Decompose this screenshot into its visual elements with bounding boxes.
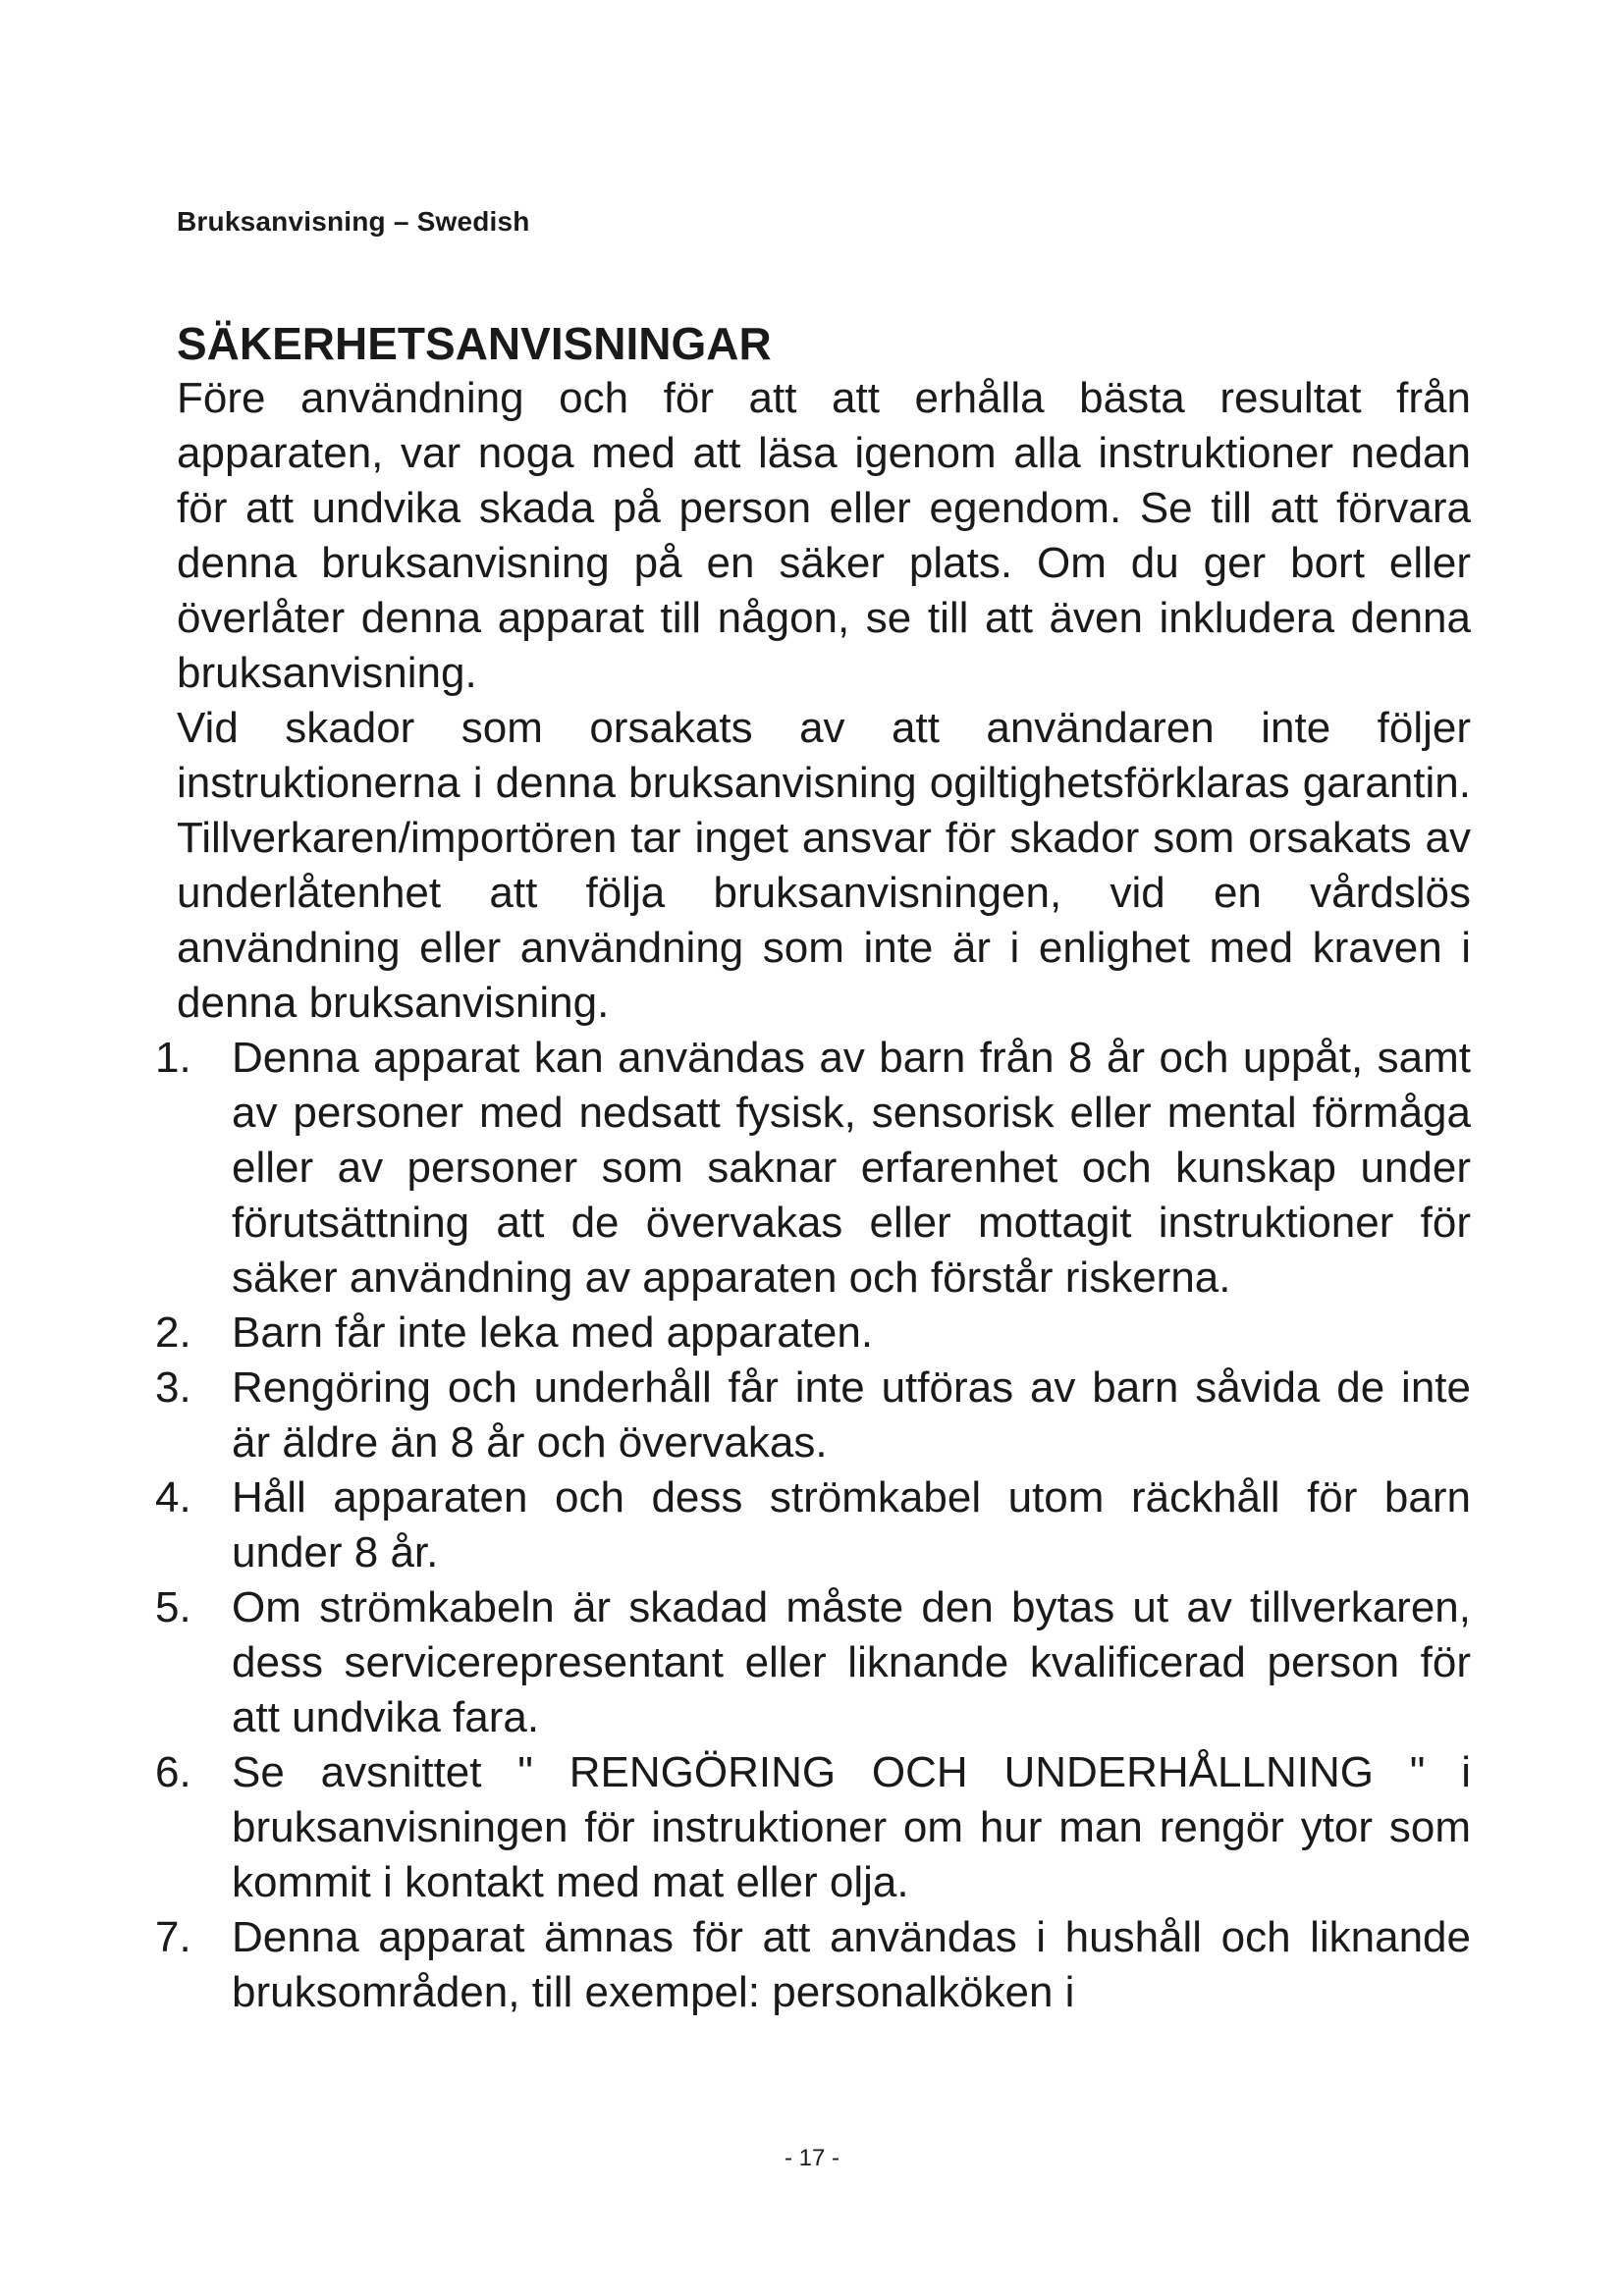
warranty-paragraph: Vid skador som orsakats av att användaren inte följer instruktionerna i denna bruksanvisning ogiltighetsförklaras garantin. Tillverkaren/importören tar inget ansvar för skador som orsakats av underlåtenhet att följa bruksanvisningen, vid en vårdslös användning eller användning som inte är i enlighet med kraven i denna bruksanvisning. bbox=[177, 704, 1471, 1027]
list-item-number: 7. bbox=[155, 1913, 191, 1961]
list-item-number: 5. bbox=[155, 1583, 191, 1631]
page-header: Bruksanvisning – Swedish bbox=[177, 206, 530, 237]
list-item-number: 6. bbox=[155, 1748, 191, 1796]
list-item bbox=[155, 1031, 1471, 1306]
list-item bbox=[155, 1580, 1471, 1745]
intro-paragraph: Före användning och för att att erhålla bästa resultat från apparaten, var noga med att läsa igenom alla instruktioner nedan för att undvika skada på person eller egendom. Se till att förvara denna bruksanvisning på en säker plats. Om du ger bort eller överlåter denna apparat till någon, se till att även inkludera denna bruksanvisning. bbox=[177, 374, 1471, 697]
list-item-text: Håll apparaten och dess strömkabel utom räckhåll för barn under 8 år. bbox=[232, 1473, 1471, 1576]
list-item-text: Se avsnittet " RENGÖRING OCH UNDERHÅLLNING " i bruksanvisningen för instruktioner om hur man rengör ytor som kommit i kontakt med mat eller olja. bbox=[232, 1748, 1471, 1906]
list-item bbox=[155, 1361, 1471, 1470]
list-item bbox=[155, 1306, 1471, 1361]
list-item-text: Denna apparat ämnas för att användas i hushåll och liknande bruksområden, till exempel: personalköken i bbox=[232, 1913, 1471, 2016]
safety-list bbox=[155, 1031, 1471, 2020]
list-item-text: Om strömkabeln är skadad måste den bytas ut av tillverkaren, dess servicerepresentant eller liknande kvalificerad person för att undvika fara. bbox=[232, 1583, 1471, 1741]
safety-section bbox=[155, 316, 1471, 2020]
list-item-number: 1. bbox=[155, 1034, 191, 1082]
list-item-text: Barn får inte leka med apparaten. bbox=[232, 1308, 874, 1357]
list-item-number: 3. bbox=[155, 1363, 191, 1412]
list-item bbox=[155, 1470, 1471, 1580]
page-number: - 17 - bbox=[784, 2145, 839, 2171]
list-item bbox=[155, 1745, 1471, 1910]
list-item bbox=[155, 1910, 1471, 2020]
section-heading: SÄKERHETSANVISNINGAR bbox=[177, 318, 772, 369]
list-item-number: 4. bbox=[155, 1473, 191, 1522]
list-item-text: Denna apparat kan användas av barn från 8 år och uppåt, samt av personer med nedsatt fysisk, sensorisk eller mental förmåga eller av personer som saknar erfarenhet och kunskap under förutsättning att de övervakas eller mottagit instruktioner för säker användning av apparaten och förstår riskerna. bbox=[232, 1034, 1471, 1302]
list-item-number: 2. bbox=[155, 1308, 191, 1357]
list-item-text: Rengöring och underhåll får inte utföras av barn såvida de inte är äldre än 8 år och övervakas. bbox=[232, 1363, 1471, 1467]
